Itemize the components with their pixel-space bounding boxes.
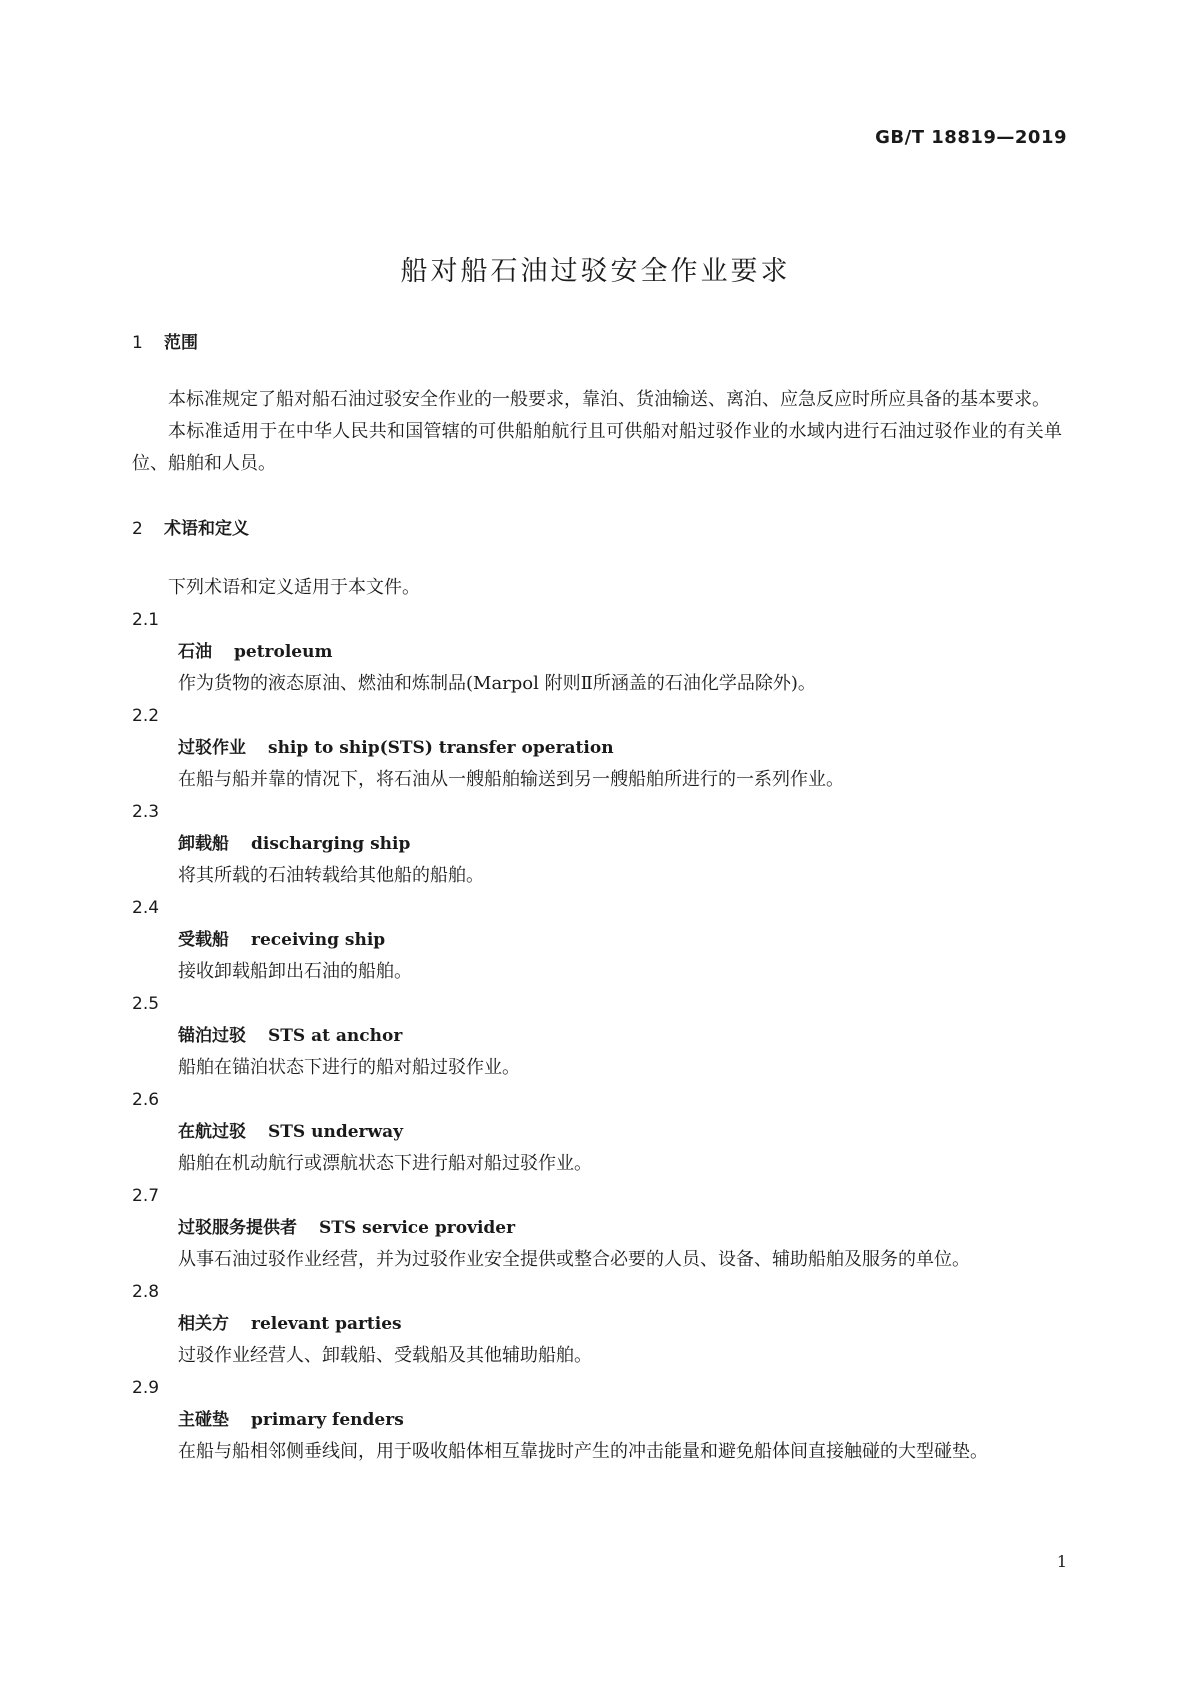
term-name [132, 636, 1062, 668]
section-title: 范围 [164, 333, 198, 353]
term-definition: 在船与船相邻侧垂线间，用于吸收船体相互靠拢时产生的冲击能量和避免船体间直接触碰的大型碰垫。 [178, 1441, 988, 1462]
term-english: STS at anchor [268, 1026, 403, 1046]
term-chinese: 石油 [178, 642, 212, 662]
section-title: 术语和定义 [164, 519, 249, 539]
term-chinese: 过驳服务提供者 [178, 1218, 297, 1238]
term-english: primary fenders [251, 1410, 404, 1430]
term-name [132, 1404, 1062, 1436]
term-name [132, 1116, 1062, 1148]
term-number: 2.4 [132, 898, 160, 918]
term-name [132, 1212, 1062, 1244]
document-title: 船对船石油过驳安全作业要求 [400, 256, 791, 288]
term-chinese: 主碰垫 [178, 1410, 229, 1430]
term-chinese: 过驳作业 [178, 738, 246, 758]
term-definition: 将其所载的石油转载给其他船的船舶。 [178, 865, 484, 886]
page-number: 1 [1056, 1552, 1067, 1571]
term-number: 2.3 [132, 802, 160, 822]
term-name [132, 732, 1062, 764]
term-name [132, 828, 1062, 860]
section-heading-scope [132, 330, 1062, 356]
section-number: 1 [132, 333, 143, 353]
term-english: relevant parties [251, 1314, 402, 1334]
term-entry [132, 1276, 1062, 1372]
term-number: 2.6 [132, 1090, 160, 1110]
term-entry [132, 604, 1062, 700]
term-entry [132, 892, 1062, 988]
term-definition: 在船与船并靠的情况下，将石油从一艘船舶输送到另一艘船舶所进行的一系列作业。 [178, 769, 844, 790]
term-number: 2.1 [132, 610, 160, 630]
term-english: STS underway [268, 1122, 404, 1142]
term-definition: 过驳作业经营人、卸载船、受载船及其他辅助船舶。 [178, 1345, 592, 1366]
term-number: 2.7 [132, 1186, 160, 1206]
term-number: 2.9 [132, 1378, 160, 1398]
term-chinese: 锚泊过驳 [178, 1026, 246, 1046]
terms-intro: 下列术语和定义适用于本文件。 [168, 577, 420, 598]
term-number: 2.8 [132, 1282, 160, 1302]
term-chinese: 在航过驳 [178, 1122, 246, 1142]
term-entry [132, 1180, 1062, 1276]
term-definition: 船舶在机动航行或漂航状态下进行船对船过驳作业。 [178, 1153, 592, 1174]
term-definition: 从事石油过驳作业经营，并为过驳作业安全提供或整合必要的人员、设备、辅助船舶及服务的单位。 [178, 1249, 970, 1270]
document-body [132, 330, 1062, 1468]
term-english: receiving ship [251, 930, 386, 950]
term-definition: 作为货物的液态原油、燃油和炼制品(Marpol 附则Ⅱ所涵盖的石油化学品除外)。 [178, 673, 816, 694]
term-chinese: 受载船 [178, 930, 229, 950]
term-entry [132, 988, 1062, 1084]
term-number: 2.5 [132, 994, 160, 1014]
term-name [132, 1020, 1062, 1052]
standard-code: GB/T 18819—2019 [875, 127, 1067, 148]
term-entry [132, 700, 1062, 796]
term-english: STS service provider [319, 1218, 516, 1238]
term-definition: 船舶在锚泊状态下进行的船对船过驳作业。 [178, 1057, 520, 1078]
term-entry [132, 1372, 1062, 1468]
scope-paragraph: 本标准适用于在中华人民共和国管辖的可供船舶航行且可供船对船过驳作业的水域内进行石油过驳作业的有关单位、船舶和人员。 [132, 421, 1062, 474]
term-chinese: 卸载船 [178, 834, 229, 854]
term-name [132, 924, 1062, 956]
section-number: 2 [132, 519, 143, 539]
term-chinese: 相关方 [178, 1314, 229, 1334]
term-definition: 接收卸载船卸出石油的船舶。 [178, 961, 412, 982]
term-english: ship to ship(STS) transfer operation [268, 738, 614, 758]
scope-paragraph: 本标准规定了船对船石油过驳安全作业的一般要求，靠泊、货油输送、离泊、应急反应时所应具备的基本要求。 [168, 389, 1050, 410]
term-entry [132, 1084, 1062, 1180]
section-heading-terms [132, 516, 1062, 542]
term-entry [132, 796, 1062, 892]
term-english: discharging ship [251, 834, 411, 854]
term-name [132, 1308, 1062, 1340]
term-english: petroleum [234, 642, 333, 662]
term-number: 2.2 [132, 706, 160, 726]
